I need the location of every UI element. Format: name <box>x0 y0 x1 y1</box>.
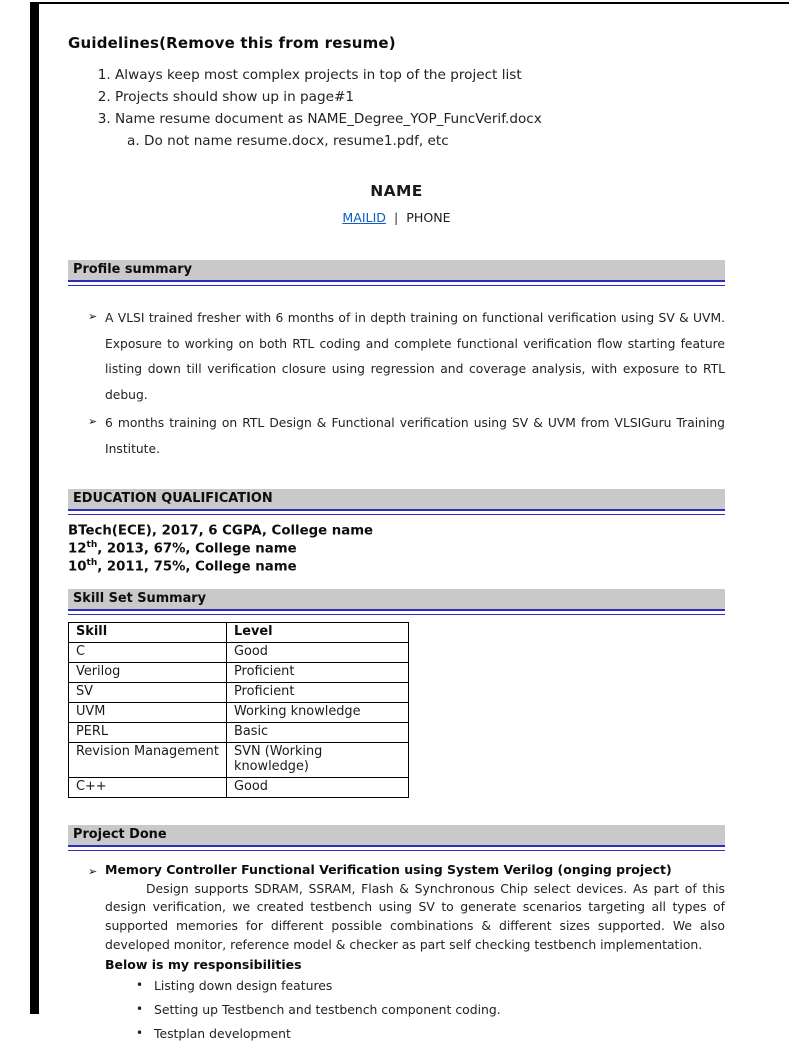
dot-bullet-icon: • <box>136 977 144 992</box>
education-row <box>68 558 725 576</box>
guideline-item: 2. Projects should show up in page#1 <box>115 86 725 108</box>
arrow-bullet-icon: ➢ <box>88 415 98 429</box>
table-row <box>69 777 409 797</box>
list-item <box>136 1025 725 1043</box>
education-section-header: EDUCATION QUALIFICATION <box>68 489 725 509</box>
list-item <box>68 411 725 462</box>
education-row-sup: th <box>86 557 98 568</box>
guidelines-sublist <box>144 130 725 152</box>
table-row <box>69 682 409 702</box>
education-row-text: , 2017, 6 CGPA, College name <box>151 523 374 539</box>
guideline-item-text: Name resume document as NAME_Degree_YOP_FuncVerif.docx <box>115 111 542 128</box>
project-body <box>105 861 725 1049</box>
skill-table <box>68 622 409 798</box>
guideline-sub-item: a. Do not name resume.docx, resume1.pdf, etc <box>144 130 725 152</box>
list-item <box>68 306 725 408</box>
profile-bullet-text: 6 months training on RTL Design & Functional verification using SV & UVM from VLSIGuru Training Institute. <box>105 416 725 456</box>
section-profile-summary <box>68 260 725 462</box>
cell-level: Good <box>227 777 409 797</box>
guideline-item: 1. Always keep most complex projects in top of the project list <box>115 64 725 86</box>
cell-skill: C++ <box>69 777 227 797</box>
education-row-text: 10 <box>68 559 87 575</box>
cell-skill: UVM <box>69 702 227 722</box>
table-row <box>69 662 409 682</box>
education-row-text: BTech(ECE) <box>68 523 152 539</box>
section-divider <box>68 509 725 515</box>
guideline-item <box>115 108 725 152</box>
project-title: Memory Controller Functional Verification using System Verilog (onging project) <box>105 861 672 877</box>
responsibilities-list <box>136 977 725 1043</box>
responsibility-text: Testplan development <box>154 1025 291 1041</box>
cell-skill: Verilog <box>69 662 227 682</box>
table-row <box>69 702 409 722</box>
section-projects <box>68 825 725 1049</box>
section-divider <box>68 609 725 615</box>
cell-level: SVN (Working knowledge) <box>227 742 409 777</box>
education-rows <box>68 522 725 575</box>
arrow-bullet-icon: ➢ <box>88 864 98 878</box>
contact-separator: | <box>394 210 399 226</box>
dot-bullet-icon: • <box>136 1025 144 1040</box>
section-divider <box>68 280 725 286</box>
table-row <box>69 742 409 777</box>
project-description: Design supports SDRAM, SSRAM, Flash & Synchronous Chip select devices. As part of this design verification, we created testbench using SV to generate scenarios targeting all types of supported memories for different possible combinations & different sizes supported. We also developed monitor, reference model & checker as part self checking testbench implementation. <box>105 880 725 953</box>
profile-section-header: Profile summary <box>68 260 725 280</box>
section-divider <box>68 845 725 851</box>
resume-name: NAME <box>370 182 423 201</box>
education-row <box>68 522 725 540</box>
column-header-level: Level <box>227 622 409 642</box>
phone-text: PHONE <box>406 210 451 226</box>
cell-level: Good <box>227 642 409 662</box>
education-row-text: , 2011, 75%, College name <box>97 559 297 575</box>
list-item <box>136 977 725 995</box>
project-item <box>68 861 725 1049</box>
column-header-skill: Skill <box>69 622 227 642</box>
table-header-row <box>69 622 409 642</box>
education-row-sup: th <box>86 540 98 551</box>
responsibilities-title: Below is my responsibilities <box>105 956 302 972</box>
table-row <box>69 642 409 662</box>
profile-bullet-text: A VLSI trained fresher with 6 months of in depth training on functional verification using SV & UVM. Exposure to working on both RTL coding and complete functional verification flow starting feature listing down till verification closure using regression and coverage analysis, with exposure to RTL debug. <box>105 311 725 402</box>
cell-level: Proficient <box>227 682 409 702</box>
mail-link[interactable]: MAILID <box>342 210 386 226</box>
education-row-text: , 2013, 67%, College name <box>97 541 297 557</box>
dot-bullet-icon: • <box>136 1001 144 1016</box>
cell-skill: PERL <box>69 722 227 742</box>
cell-level: Working knowledge <box>227 702 409 722</box>
table-row <box>69 722 409 742</box>
document-content <box>39 4 789 1049</box>
cell-skill: SV <box>69 682 227 702</box>
guidelines-title: Guidelines(Remove this from resume) <box>68 34 396 52</box>
arrow-bullet-icon: ➢ <box>88 310 98 324</box>
cell-skill: Revision Management <box>69 742 227 777</box>
skills-section-header: Skill Set Summary <box>68 589 725 609</box>
cell-level: Proficient <box>227 662 409 682</box>
section-skills <box>68 589 725 798</box>
guidelines-list <box>115 64 725 152</box>
document-page-border <box>30 2 789 1041</box>
responsibility-text: Listing down design features <box>154 977 333 993</box>
cell-skill: C <box>69 642 227 662</box>
list-item <box>136 1001 725 1019</box>
education-row <box>68 540 725 558</box>
projects-section-header: Project Done <box>68 825 725 845</box>
education-row-text: 12 <box>68 541 87 557</box>
responsibility-text: Setting up Testbench and testbench component coding. <box>154 1001 501 1017</box>
contact-line <box>68 210 725 225</box>
section-education <box>68 489 725 575</box>
profile-bullet-list <box>68 306 725 462</box>
cell-level: Basic <box>227 722 409 742</box>
project-list <box>68 861 725 1049</box>
